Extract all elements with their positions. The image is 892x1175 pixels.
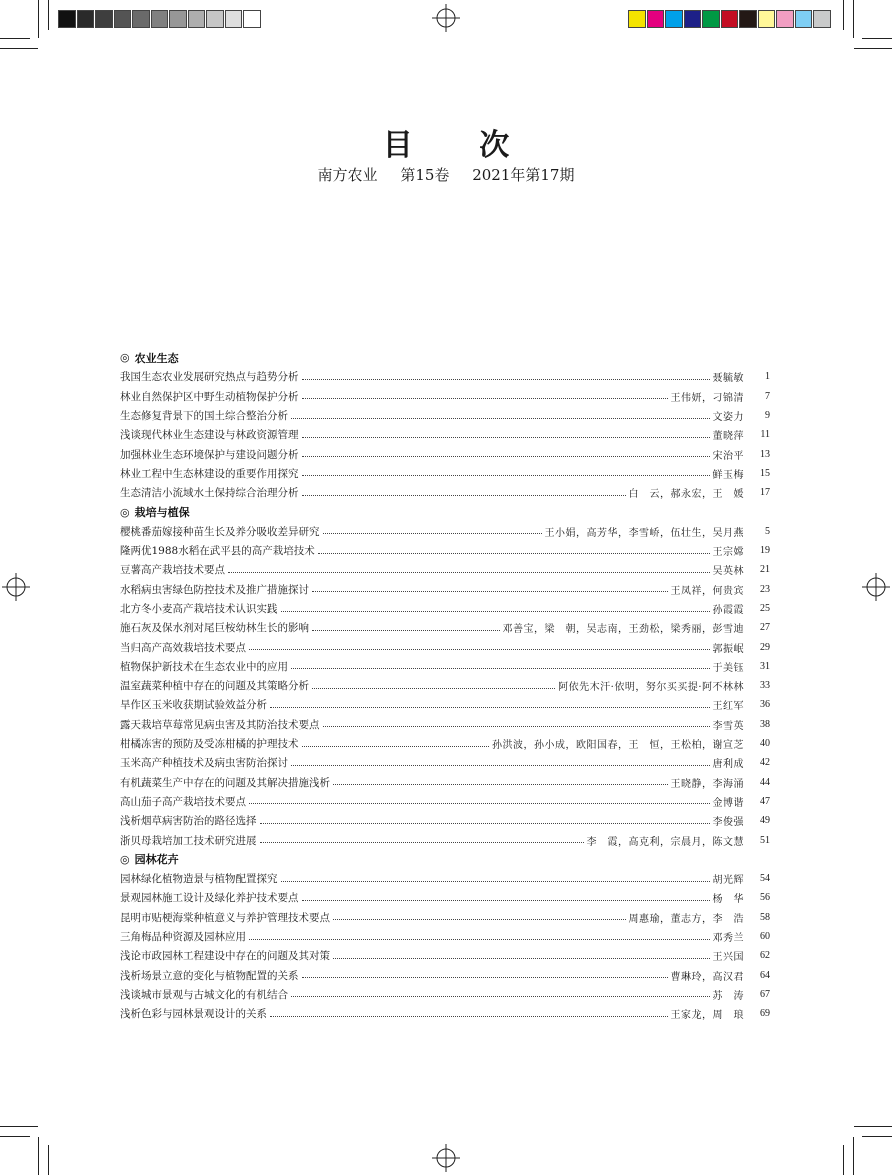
color-swatch [795, 10, 813, 28]
dot-leader [281, 610, 710, 612]
article-authors: 邓善宝，梁 朝，吴志南，王劲松，梁秀丽，彭雪迪 [502, 624, 744, 636]
article-title: 我国生态农业发展研究热点与趋势分析 [120, 371, 299, 384]
page-number: 58 [760, 911, 770, 923]
color-swatch [721, 10, 739, 28]
page-number: 1 [765, 371, 770, 383]
article-authors: 唐利成 [712, 759, 744, 771]
article-authors: 苏 涛 [712, 990, 744, 1002]
gray-swatch [188, 10, 206, 28]
section-heading [120, 850, 770, 869]
dot-leader [333, 957, 710, 959]
article-authors: 邓秀兰 [712, 933, 744, 945]
page-number: 15 [760, 467, 770, 479]
page-number: 51 [760, 834, 770, 846]
article-authors: 李俊强 [712, 817, 744, 829]
toc-entry[interactable] [120, 753, 770, 772]
toc-entry[interactable] [120, 811, 770, 830]
dot-leader [302, 397, 668, 399]
article-title: 当归高产高效栽培技术要点 [120, 641, 246, 654]
toc-entry[interactable] [120, 946, 770, 965]
section-marker-icon: ◎ [120, 351, 130, 365]
page-number: 21 [760, 564, 770, 576]
crop-mark-top-right-v [853, 0, 854, 38]
article-authors: 郭振岷 [712, 643, 744, 655]
page-number: 47 [760, 795, 770, 807]
page-number: 13 [760, 448, 770, 460]
dot-leader [302, 745, 490, 747]
article-title: 生态修复背景下的国土综合整治分析 [120, 410, 288, 423]
article-title: 浅析色彩与园林景观设计的关系 [120, 1008, 267, 1021]
article-authors: 宋治平 [712, 450, 744, 462]
dot-leader [318, 552, 710, 554]
page-number: 56 [760, 892, 770, 904]
registration-mark-left [2, 573, 30, 601]
article-authors: 王宗嫦 [712, 547, 744, 559]
dot-leader [312, 629, 500, 631]
article-title: 浅谈城市景观与古城文化的有机结合 [120, 988, 288, 1001]
article-authors: 王红军 [712, 701, 744, 713]
color-swatch [647, 10, 665, 28]
page-number: 44 [760, 776, 770, 788]
page-number: 36 [760, 699, 770, 711]
section-heading [120, 502, 770, 521]
toc-entry[interactable] [120, 869, 770, 888]
page-number: 11 [760, 429, 770, 441]
page-title: 目 次 [382, 128, 538, 163]
table-of-contents [120, 348, 770, 1023]
article-title: 浅析场景立意的变化与植物配置的关系 [120, 969, 299, 982]
article-title: 浅论市政园林工程建设中存在的问题及其对策 [120, 950, 330, 963]
dot-leader [291, 995, 710, 997]
dot-leader [291, 667, 710, 669]
color-swatch [702, 10, 720, 28]
toc-entry[interactable] [120, 888, 770, 907]
article-title: 隆两优1988水稻在武平县的高产栽培技术 [120, 545, 315, 558]
registration-mark-right [862, 573, 890, 601]
article-title: 生态清洁小流域水土保持综合治理分析 [120, 487, 299, 500]
article-title: 浅析烟草病害防治的路径选择 [120, 815, 257, 828]
crop-mark-top-left-v [38, 0, 39, 38]
section-name: 园林花卉 [134, 853, 179, 867]
dot-leader [302, 378, 710, 380]
toc-entry[interactable] [120, 444, 770, 463]
page-number: 64 [760, 969, 770, 981]
article-authors: 吴英林 [712, 566, 744, 578]
crop-mark-bottom-right-h [854, 1126, 892, 1127]
gray-swatch [77, 10, 95, 28]
article-title: 施石灰及保水剂对尾巨桉幼林生长的影响 [120, 622, 309, 635]
dot-leader [302, 474, 710, 476]
dot-leader [249, 938, 710, 940]
dot-leader [260, 841, 584, 843]
gray-swatch [243, 10, 261, 28]
toc-entry[interactable] [120, 560, 770, 579]
article-authors: 金博谐 [712, 797, 744, 809]
article-authors: 王小娟，高芳华，李雪峤，伍壮生，吴月燕 [544, 527, 744, 539]
article-authors: 白 云，郝永宏，王 媛 [628, 489, 744, 501]
color-swatch [813, 10, 831, 28]
toc-entry[interactable] [120, 695, 770, 714]
page-number: 23 [760, 583, 770, 595]
article-authors: 王凤祥，何贵宾 [670, 585, 744, 597]
gray-swatch [132, 10, 150, 28]
section-marker-icon: ◎ [120, 852, 130, 866]
color-swatch [628, 10, 646, 28]
color-strip [628, 10, 832, 28]
color-swatch [776, 10, 794, 28]
dot-leader [302, 455, 710, 457]
article-title: 露天栽培草莓常见病虫害及其防治技术要点 [120, 718, 320, 731]
toc-entry[interactable] [120, 580, 770, 599]
gray-swatch [114, 10, 132, 28]
toc-entry[interactable] [120, 618, 770, 637]
toc-entry[interactable] [120, 464, 770, 483]
article-title: 水稻病虫害绿色防控技术及推广措施探讨 [120, 583, 309, 596]
article-authors: 于美钰 [712, 662, 744, 674]
article-title: 有机蔬菜生产中存在的问题及其解决措施浅析 [120, 776, 330, 789]
article-authors: 胡光辉 [712, 875, 744, 887]
crop-mark-top-right-h [854, 48, 892, 49]
article-authors: 孙霞霞 [712, 605, 744, 616]
article-title: 温室蔬菜种植中存在的问题及其策略分析 [120, 680, 309, 693]
page-number: 38 [760, 718, 770, 730]
article-title: 景观园林施工设计及绿化养护技术要点 [120, 892, 299, 905]
article-title: 三角梅品种资源及园林应用 [120, 931, 246, 944]
crop-mark-bottom-left-v2 [48, 1145, 49, 1175]
toc-entry[interactable] [120, 483, 770, 502]
journal-name: 南方农业 [317, 166, 378, 184]
toc-entry[interactable] [120, 792, 770, 811]
article-title: 加强林业生态环境保护与建设问题分析 [120, 448, 299, 461]
toc-entry[interactable] [120, 908, 770, 927]
journal-issue: 2021年第17期 [472, 166, 575, 184]
journal-volume: 第15卷 [400, 166, 450, 184]
color-swatch [684, 10, 702, 28]
dot-leader [302, 976, 668, 978]
dot-leader [270, 1015, 668, 1017]
toc-entry[interactable] [120, 985, 770, 1004]
article-title: 玉米高产种植技术及病虫害防治探讨 [120, 757, 288, 770]
dot-leader [291, 764, 710, 766]
article-title: 豆薯高产栽培技术要点 [120, 564, 225, 577]
crop-mark-top-right-h2 [862, 38, 892, 39]
dot-leader [323, 725, 710, 727]
article-authors: 王家龙，周 琅 [670, 1010, 744, 1022]
dot-leader [249, 648, 710, 650]
toc-entry[interactable] [120, 657, 770, 676]
dot-leader [281, 880, 710, 882]
article-authors: 鲜玉梅 [712, 469, 744, 481]
toc-entry[interactable] [120, 676, 770, 695]
toc-entry[interactable] [120, 1004, 770, 1023]
dot-leader [323, 532, 542, 534]
crop-mark-top-left-h [0, 48, 38, 49]
section-name: 栽培与植保 [134, 506, 190, 520]
color-swatch [739, 10, 757, 28]
article-title: 昆明市贴梗海棠种植意义与养护管理技术要点 [120, 911, 330, 924]
toc-entry[interactable] [120, 927, 770, 946]
page-number: 5 [765, 525, 770, 537]
article-authors: 李 霞，高克利，宗晨月，陈文慧 [586, 836, 744, 848]
grayscale-strip [58, 10, 262, 28]
article-authors: 曹琳玲，高汉君 [670, 971, 744, 983]
gray-swatch [58, 10, 76, 28]
page-number: 31 [760, 660, 770, 672]
section-name: 农业生态 [134, 351, 179, 365]
page-number: 42 [760, 757, 770, 769]
toc-entry[interactable] [120, 599, 770, 618]
article-title: 高山茄子高产栽培技术要点 [120, 795, 246, 808]
page-number: 29 [760, 641, 770, 653]
crop-mark-top-left-v2 [48, 0, 49, 30]
article-authors: 董晓萍 [712, 431, 744, 443]
page-number: 33 [760, 680, 770, 692]
article-authors: 王伟妍，刁锦清 [670, 392, 744, 404]
page-number: 60 [760, 931, 770, 943]
gray-swatch [95, 10, 113, 28]
page-number: 62 [760, 950, 770, 962]
article-title: 旱作区玉米收获期试验效益分析 [120, 699, 267, 712]
crop-mark-bottom-right-v2 [843, 1145, 844, 1175]
crop-mark-top-left-h2 [0, 38, 30, 39]
toc-entry[interactable] [120, 367, 770, 386]
dot-leader [312, 687, 555, 689]
toc-entry[interactable] [120, 406, 770, 425]
page-number: 9 [765, 410, 770, 422]
dot-leader [333, 783, 668, 785]
page-number: 17 [760, 487, 770, 499]
article-authors: 阿依先木汗·依明，努尔买买提·阿不林林 [558, 682, 744, 694]
toc-entry[interactable] [120, 715, 770, 734]
page-number: 7 [765, 390, 770, 402]
page-number: 40 [760, 738, 770, 750]
dot-leader [312, 590, 668, 592]
crop-mark-bottom-left-h [0, 1126, 38, 1127]
color-swatch [758, 10, 776, 28]
page-number: 67 [760, 988, 770, 1000]
dot-leader [302, 494, 626, 496]
toc-entry[interactable] [120, 522, 770, 541]
crop-mark-bottom-left-h2 [0, 1136, 30, 1137]
article-authors: 聂毓敏 [712, 373, 744, 385]
article-authors: 王兴国 [712, 952, 744, 964]
article-title: 园林绿化植物造景与植物配置探究 [120, 873, 278, 886]
registration-mark-top [432, 4, 460, 32]
article-title: 樱桃番茄嫁接种苗生长及养分吸收差异研究 [120, 525, 320, 538]
section-heading [120, 348, 770, 367]
toc-entry[interactable] [120, 734, 770, 753]
gray-swatch [151, 10, 169, 28]
journal-info [0, 164, 892, 185]
dot-leader [333, 918, 626, 920]
page-number: 69 [760, 1008, 770, 1020]
article-authors: 孙洪波，孙小成，欧阳国春，王 恒，王松柏，谢宣芝 [492, 740, 744, 752]
article-title: 柑橘冻害的预防及受冻柑橘的护理技术 [120, 738, 299, 751]
dot-leader [291, 417, 710, 419]
page-number: 25 [760, 603, 770, 614]
toc-entry[interactable] [120, 637, 770, 656]
section-marker-icon: ◎ [120, 505, 130, 519]
article-title: 林业自然保护区中野生动植物保护分析 [120, 390, 299, 403]
dot-leader [302, 436, 710, 438]
dot-leader [260, 822, 710, 824]
article-authors: 周惠瑜，董志方，李 浩 [628, 913, 744, 925]
article-title: 林业工程中生态林建设的重要作用探究 [120, 467, 299, 480]
article-authors: 李雪英 [712, 720, 744, 732]
toc-entry[interactable] [120, 773, 770, 792]
article-authors: 王晓静，李海涌 [670, 778, 744, 790]
page-number: 54 [760, 873, 770, 885]
article-title: 浙贝母栽培加工技术研究进展 [120, 834, 257, 847]
toc-entry[interactable] [120, 387, 770, 406]
color-swatch [665, 10, 683, 28]
toc-entry[interactable] [120, 541, 770, 560]
gray-swatch [169, 10, 187, 28]
dot-leader [249, 802, 710, 804]
article-title: 北方冬小麦高产栽培技术认识实践 [120, 603, 278, 615]
crop-mark-bottom-left-v [38, 1137, 39, 1175]
dot-leader [228, 571, 710, 573]
article-title: 植物保护新技术在生态农业中的应用 [120, 660, 288, 673]
crop-mark-bottom-right-v [853, 1137, 854, 1175]
article-authors: 杨 华 [712, 894, 744, 906]
toc-entry[interactable] [120, 966, 770, 985]
dot-leader [270, 706, 710, 708]
gray-swatch [206, 10, 224, 28]
crop-mark-top-right-v2 [843, 0, 844, 30]
dot-leader [302, 899, 710, 901]
gray-swatch [225, 10, 243, 28]
registration-mark-bottom [432, 1144, 460, 1172]
page-number: 19 [760, 545, 770, 557]
page-number: 27 [760, 622, 770, 634]
crop-mark-bottom-right-h2 [862, 1136, 892, 1137]
toc-entry[interactable] [120, 830, 770, 849]
toc-entry[interactable] [120, 425, 770, 444]
article-authors: 文姿力 [712, 412, 744, 424]
page-number: 49 [760, 815, 770, 827]
article-title: 浅谈现代林业生态建设与林政资源管理 [120, 429, 299, 442]
